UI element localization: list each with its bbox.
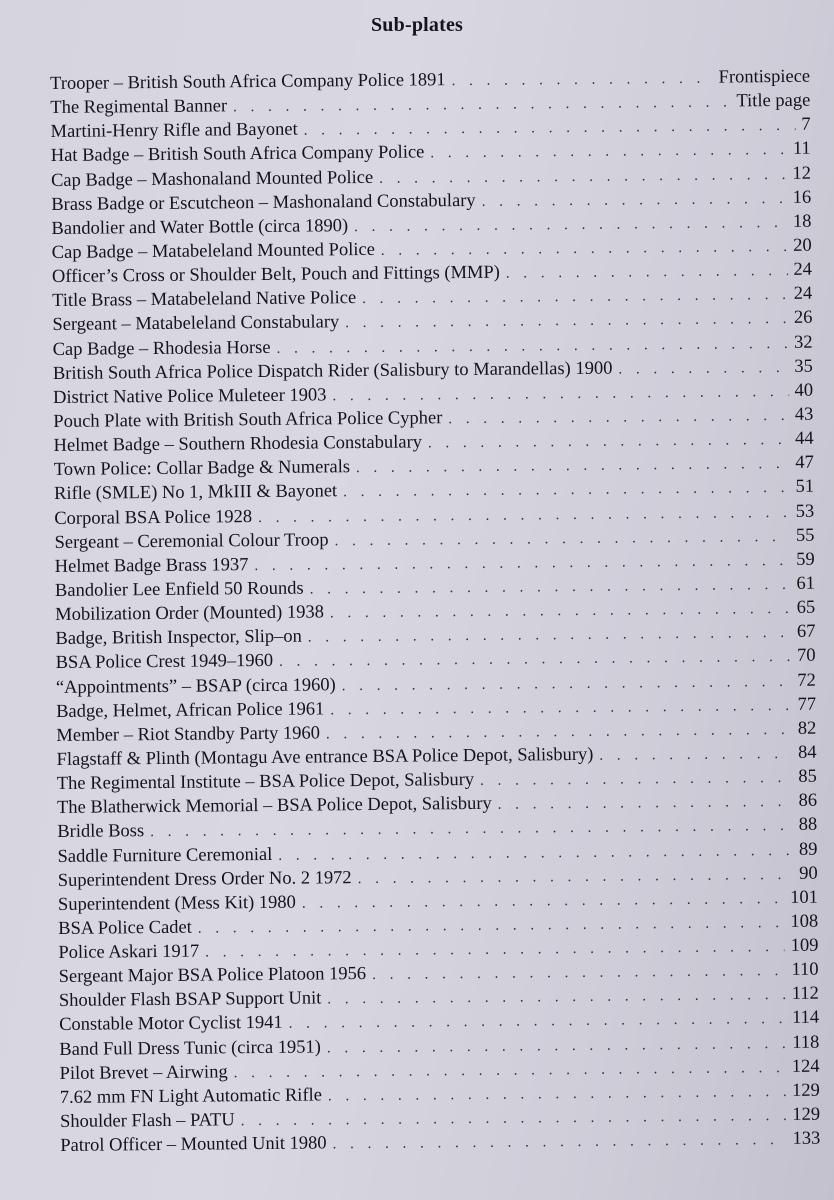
page-number: 24	[793, 259, 813, 280]
page-number: 16	[792, 187, 812, 208]
entry-title: Officer’s Cross or Shoulder Belt, Pouch and Fittings (MMP)	[51, 262, 500, 288]
page-number: 114	[791, 1008, 820, 1029]
page-number: 108	[790, 911, 819, 932]
page-number: 55	[795, 525, 815, 546]
page-number: 12	[792, 163, 812, 184]
page-number: 85	[798, 766, 817, 787]
page-number: 88	[798, 815, 818, 836]
entry-title: Member – Riot Standby Party 1960	[56, 723, 321, 746]
page-number: 47	[795, 452, 814, 474]
entry-title: Badge, Helmet, African Police 1961	[56, 699, 325, 722]
entry-title: Shoulder Flash BSAP Support Unit	[58, 988, 322, 1012]
entry-title: Pouch Plate with British South Africa Police Cypher	[53, 408, 443, 432]
entry-title: Cap Badge – Rhodesia Horse	[52, 337, 271, 360]
entry-title: Flagstaff & Plinth (Montagu Ave entrance BSA Police Depot, Salisbury)	[56, 744, 594, 770]
entry-title: Band Full Dress Tunic (circa 1951)	[59, 1037, 322, 1060]
entry-title: Corporal BSA Police 1928	[54, 506, 253, 529]
page-number: 44	[794, 428, 814, 449]
page-number: 65	[796, 597, 816, 618]
entry-title: Cap Badge – Matabeleland Mounted Police	[51, 239, 375, 263]
entry-title: Patrol Officer – Mounted Unit 1980	[60, 1133, 327, 1157]
page-number: 24	[793, 283, 813, 305]
page-number: 90	[799, 863, 818, 884]
entry-title: Bandolier and Water Bottle (circa 1890)	[51, 215, 349, 239]
dot-leader	[333, 1128, 787, 1156]
page-number: 89	[798, 839, 818, 860]
dot-leader	[452, 67, 713, 94]
entry-title: Superintendent (Mess Kit) 1980	[57, 892, 296, 915]
entry-title: Martini-Henry Rifle and Bayonet	[50, 119, 298, 143]
entry-title: Sergeant – Matabeleland Constabulary	[52, 312, 340, 336]
page-number: 67	[796, 621, 816, 643]
page-number: 51	[795, 477, 815, 498]
page-number: 35	[794, 356, 813, 377]
entry-title: 7.62 mm FN Light Automatic Rifle	[59, 1085, 323, 1108]
page-number: 53	[795, 501, 815, 522]
entry-title: Hat Badge – British South Africa Company Police	[50, 142, 425, 167]
entry-title: Helmet Badge Brass 1937	[54, 554, 249, 577]
entry-title: BSA Police Crest 1949–1960	[55, 651, 274, 674]
entry-title: Sergeant – Ceremonial Colour Troop	[54, 530, 329, 553]
page-number: 20	[793, 235, 812, 256]
page-number: 7	[801, 114, 811, 136]
page-number: Frontispiece	[718, 66, 811, 88]
page-number: 124	[791, 1056, 820, 1077]
page-number: 32	[794, 332, 813, 353]
entry-title: Bridle Boss	[57, 821, 145, 843]
page-number: 109	[790, 935, 819, 956]
entry-title: Shoulder Flash – PATU	[59, 1110, 235, 1132]
page-number: 118	[792, 1032, 820, 1053]
page-number: 129	[791, 1080, 820, 1101]
dot-leader	[599, 742, 792, 768]
page-title: Sub-plates	[370, 14, 464, 36]
page-number: 70	[797, 646, 816, 667]
entry-title: Title Brass – Matabeleland Native Police	[52, 288, 357, 312]
page-number: 11	[792, 139, 811, 160]
entry-title: Mobilization Order (Mounted) 1938	[55, 602, 325, 626]
entry-title: Helmet Badge – Southern Rhodesia Constabulary	[53, 432, 423, 457]
entry-title: British South Africa Police Dispatch Rider (Salisbury to Marandellas) 1900	[52, 358, 613, 384]
page-number: 101	[790, 887, 819, 908]
dot-leader	[381, 235, 788, 263]
dot-leader	[448, 404, 789, 431]
entry-title: Rifle (SMLE) No 1, MkIII & Bayonet	[53, 481, 338, 505]
entry-title: Badge, British Inspector, Slip–on	[55, 626, 302, 650]
entry-title: Saddle Furniture Ceremonial	[57, 844, 273, 867]
entry-title: Trooper – British South Africa Company Police 1891	[50, 70, 446, 94]
page-number: 40	[794, 380, 814, 401]
entry-title: “Appointments” – BSAP (circa 1960)	[55, 674, 336, 698]
entry-title: Superintendent Dress Order No. 2 1972	[57, 867, 352, 891]
page-number: 77	[797, 694, 817, 715]
page-number: 112	[791, 984, 819, 1005]
page-number: 61	[796, 573, 816, 594]
page-number: 72	[797, 670, 816, 691]
entry-title: Sergeant Major BSA Police Platoon 1956	[58, 964, 367, 988]
sub-plates-list	[50, 65, 820, 1159]
dot-leader	[618, 356, 788, 382]
entry-title: Brass Badge or Escutcheon – Mashonaland Constabulary	[51, 190, 476, 215]
page-number: 129	[792, 1104, 821, 1125]
page-number: 59	[796, 549, 815, 570]
dot-leader	[498, 790, 793, 817]
dot-leader	[480, 766, 792, 793]
page-number: 86	[798, 790, 818, 812]
entry-title: Pilot Brevet – Airwing	[59, 1062, 228, 1084]
page-number: 18	[792, 211, 812, 232]
entry-title: BSA Police Cadet	[58, 917, 192, 939]
page-number: 110	[791, 959, 819, 981]
dot-leader	[506, 259, 788, 286]
page-number: 84	[797, 742, 817, 763]
page-number: 26	[793, 308, 813, 329]
entry-title: Police Askari 1917	[58, 941, 200, 964]
dot-leader	[482, 187, 787, 214]
page-number: 43	[794, 404, 814, 425]
entry-title: District Native Police Muleteer 1903	[53, 385, 327, 408]
page-number: 133	[792, 1128, 821, 1150]
dot-leader	[428, 428, 789, 455]
page-number: 82	[797, 718, 817, 739]
page-number: Title page	[736, 90, 811, 112]
entry-title: The Regimental Banner	[50, 96, 228, 119]
entry-title: Constable Motor Cyclist 1941	[59, 1013, 283, 1036]
entry-title: Bandolier Lee Enfield 50 Rounds	[54, 578, 304, 601]
entry-title: Town Police: Collar Badge & Numerals	[53, 457, 351, 481]
dot-leader	[430, 138, 787, 165]
entry-title: The Blatherwick Memorial – BSA Police Depot, Salisbury	[56, 794, 492, 819]
entry-title: The Regimental Institute – BSA Police Depot, Salisbury	[56, 770, 475, 795]
entry-title: Cap Badge – Mashonaland Mounted Police	[50, 167, 374, 191]
